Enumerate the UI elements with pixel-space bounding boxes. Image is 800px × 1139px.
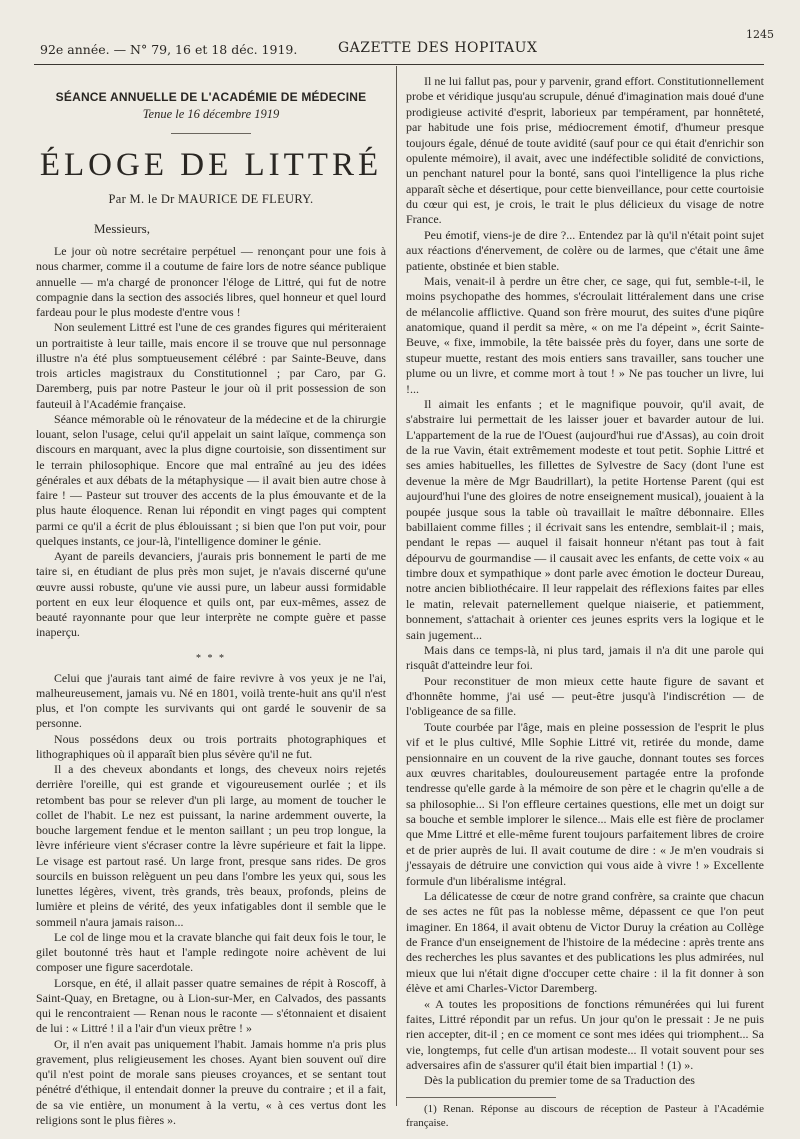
article-byline: Par M. le Dr MAURICE DE FLEURY.	[108, 191, 314, 206]
paragraph: Le col de linge mou et la cravate blanche qui fait deux fois le tour, le gilet boutonné très haut et l'ample redingote noire achèvent de lui composer une figure sacerdotale.	[36, 929, 386, 975]
page-number: 1245	[746, 28, 774, 41]
paragraph: Celui que j'aurais tant aimé de faire revivre à vos yeux je ne l'ai, malheureusement, jamais vu. Né en 1801, voilà trente-huit ans qu'il n'est plus, et l'on compte les survivants qui ont gardé le souvenir de sa personne.	[36, 670, 386, 731]
column-divider	[396, 66, 397, 1106]
header-rule	[34, 64, 764, 65]
paragraph: Peu émotif, viens-je de dire ?... Entendez par là qu'il n'était point sujet aux réactions d'énervement, de colère ou de larmes, que c'était une âme patiente, obstinée et bien stable.	[406, 227, 764, 273]
salutation: Messieurs,	[94, 220, 150, 236]
paragraph: Non seulement Littré est l'une de ces grandes figures qui mériteraient un portraitiste à leur taille, mais encore il se trouve que nul personnage illustre n'a été plus somptueusement célébré : par Sainte-Beuve, dans trois articles magistraux du Constitutionnel ; par Caro, par G. Daremberg, puis par notre Pasteur le jour où il prit possession de son fauteuil à l'Académie française.	[36, 320, 386, 411]
paragraph: Il aimait les enfants ; et le magnifique pouvoir, qu'il avait, de s'abstraire lui permettait de les laisser jouer et bavarder autour de lui. L'appartement de la rue de l'Ouest (aujourd'hui rue d'Assas), au coin droit de la rue Vavin, était extrêmement modeste et tout petit. Sophie Littré et ses amies habituelles, les fillettes de Sylvestre de Sacy (dont l'une est devenue la mère de Mgr Baudrillart), la petite Hortense Parent (qui est aujourd'hui l'une des gloires de notre enseignement musical), jouaient à la poupée jusque sous la table où travaillait le maître débonnaire. Elles babillaient comme filles ; il écrivait sans les entendre, semblait-il ; mais, pendant le repas — auquel il faisait honneur n'étant pas tout à fait dépourvu de gourmandise — il causait avec les enfants, de cette voix « au timbre doux et sympathique » dont parle avec émotion le docteur Dureau, notre ancien bibliothécaire. Il leur rappelait des réflexions faites par elles le matin, relevait paternellement quelque niaiserie, et patiemment, bonnement, s'attachait à orienter ces jeunes esprits vers la logique et le sain jugement...	[406, 396, 764, 642]
paragraph: Séance mémorable où le rénovateur de la médecine et de la chirurgie louant, selon l'usage, celui qu'il appelait un saint laïque, commença son discours en marquant, avec la plus digne courtoisie, son dissentiment sur le terrain philosophique. Encore que mal entraîné au jeu des idées générales et aux débats de la métaphysique — il avait bien autre chose à faire ! — Pasteur sut trouver des accents de la plus émouvante et de la plus haute éloquence. Renan lui répondit en vingt pages qui comptent parmi ce qu'il a écrit de plus éblouissant ; si bien que l'on put voir, pour quelques instants, ce jour-là, l'intelligence dominer le génie.	[36, 411, 386, 548]
section-title: SÉANCE ANNUELLE DE L'ACADÉMIE DE MÉDECINE	[55, 90, 367, 104]
section-date: Tenue le 16 décembre 1919	[142, 107, 280, 122]
section-break-stars: * * *	[196, 652, 226, 664]
paragraph: Lorsque, en été, il allait passer quatre semaines de répit à Roscoff, à Saint-Quay, en Bretagne, ou à Lion-sur-Mer, en Calvados, des passants qui le rencontraient — Renan nous le raconte — s'étonnaient et disaient de lui : « Littré ! il a l'air d'un vieux prêtre ! »	[36, 975, 386, 1036]
paragraph: La délicatesse de cœur de notre grand confrère, sa crainte que chacun de ses actes ne fût pas la noblesse même, dépassent ce que l'on peut imaginer. En 1864, il avait obtenu de Victor Duruy la création au Collège de France d'un enseignement de l'histoire de la médecine : après trente ans des recherches les plus savantes et des publications les plus admirées, nul mieux que lui n'était digne d'occuper cette chaire : il la fit donner à son élève et ami Charles-Victor Daremberg.	[406, 888, 764, 996]
footnote-rule	[406, 1097, 556, 1098]
paragraph: Nous possédons deux ou trois portraits photographiques et lithographiques où il apparaît bien plus sévère qu'il ne fut.	[36, 731, 386, 761]
right-column	[406, 74, 764, 1130]
paragraph: Mais, venait-il à perdre un être cher, ce sage, qui fut, semble-t-il, le moins psychopathe des hommes, s'écroulait littéralement dans une crise de mélancolie afflictive. Quand son frère mourut, des suites d'une piqûre anatomique, quand il perdit sa mère, « on me l'a dépeint », écrit Sainte-Beuve, « fixe, immobile, la tête baissée près du foyer, dans une sorte de stupeur muette, restant des mois entiers sans travailler, sans toucher une plume ou un livre, et comme mort à tout ! » Ne pas toucher un livre, lui !...	[406, 273, 764, 396]
paragraph: Dès la publication du premier tome de sa Traduction des	[424, 1073, 695, 1088]
paragraph: Or, il n'en avait pas uniquement l'habit. Jamais homme n'a pris plus gravement, plus religieusement les choses. Ayant bien souvent ouï dire qu'il n'est point de morale sans pieuses croyances, et se sentant tout pénétré d'éthique, il entendait donner la preuve du contraire ; et il a fait, de sa vie entière, un monument à la vertu, « à ces vertus dont les religions sont le plus fières ».	[36, 1036, 386, 1127]
journal-title: GAZETTE DES HOPITAUX	[338, 40, 538, 56]
paragraph: Il a des cheveux abondants et longs, des cheveux noirs rejetés derrière l'oreille, qui est grande et vigoureusement ourlée ; et ils retombent bas pour se relever d'un pli large, au moment de toucher le collet de l'habit. Le nez est puissant, la narine ardemment ouverte, la bouche largement fendue et le menton saillant ; un peu trop longue, la lèvre inférieure vient s'écraser contre la lèvre supérieure et fait la lippe. Le visage est partout rasé. Un large front, presque sans rides. De gros sourcils en buisson relèguent un peu dans l'ombre les yeux qui, sous les lunettes légères, vivent, très grands, très beaux, profonds, pleins de lumière et pleins de vérité, des yeux infatigables dont il semble que le sommeil n'aura jamais raison...	[36, 762, 386, 929]
paragraph: Mais dans ce temps-là, ni plus tard, jamais il n'a dit une parole qui risquât d'atteindre leur foi.	[406, 642, 764, 673]
paragraph: Toute courbée par l'âge, mais en pleine possession de l'esprit le plus vif et le plus cultivé, Mlle Sophie Littré vit, retirée du monde, dame pensionnaire en un couvent de la rive gauche, donnant toutes ses forces aux œuvres charitables, douloureusement partagée entre la profonde tendresse qu'elle garde à la mémoire de son père et le chagrin qu'elle a de sa philosophie... Si l'on effleure certaines questions, elle met un doigt sur sa bouche et semble implorer le silence... Mais elle est fière de proclamer que Mme Littré et elle-même furent toujours parfaitement libres de croire et de prier auprès de lui. Il avait coutume de dire : « Je m'en voudrais si j'essayais de détruire une conviction qui vous aide à vivre ! » Excellente formule d'un libéralisme intégral.	[406, 719, 764, 888]
paragraph: Il ne lui fallut pas, pour y parvenir, grand effort. Constitutionnellement probe et véridique jusqu'au scrupule, dénué d'imagination mais doué d'une prodigieuse activité d'esprit, laborieux par tempérament, par honnêteté, par habitude une fois prise, médiocrement émotif, d'humeur presque toujours égale, dénué de toute avidité (sauf pour ce qui était d'enrichir son opulente mémoire), il avait, avec une indéfectible solidité de convictions, un penchant naturel pour la bonté, sans quoi l'intelligence la plus riche apparaît sèche et désertique, pour cette bienveillance, pour cette courtoisie du cœur qui est, je crois, le trait le plus délicieux du visage de notre France.	[406, 74, 764, 227]
article-title: ÉLOGE DE LITTRÉ	[39, 146, 383, 183]
left-column	[36, 74, 386, 1128]
paragraph: Pour reconstituer de mon mieux cette haute figure de savant et d'honnête homme, j'ai usé — peut-être jusqu'à l'indiscrétion — de l'obligeance de sa fille.	[406, 673, 764, 719]
running-header	[28, 28, 774, 60]
paragraph: Ayant de pareils devanciers, j'aurais pris bonnement le parti de me taire si, en étudiant de plus près mon sujet, je n'avais discerné qu'une œuvre aussi robuste, qu'une vie aussi pure, un labeur aussi formidable portent en eux leur éloquence et quils ont, par eux-mêmes, assez de beauté rayonnante pour que leur interprète ne compte guère et passe inaperçu.	[36, 549, 386, 640]
title-rule	[171, 133, 251, 134]
paragraph: « A toutes les propositions de fonctions rémunérées qui lui furent faites, Littré répondit par un refus. Un jour qu'on le pressait : Je ne puis rien accepter, dit-il ; en ce moment ce sont mes idées qui triomphent... Sa vie, longtemps, fut celle d'un artisan modeste... Il votait souvent pour ses adversaires afin de s'assurer qu'il était bien impartial ! (1) ».	[406, 996, 764, 1072]
footnote: (1) Renan. Réponse au discours de réception de Pasteur à l'Académie française.	[406, 1102, 764, 1129]
paragraph: Le jour où notre secrétaire perpétuel — renonçant pour une fois à nous charmer, comme il a coutume de faire lors de notre séance publique annuelle — m'a chargé de prononcer l'éloge de Littré, qui fut de notre compagnie dans la section des associés libres, quel honneur et quel lourd fardeau pour le plus modeste d'entre vous !	[36, 244, 386, 319]
issue-line: 92e année. — N° 79, 16 et 18 déc. 1919.	[40, 42, 298, 57]
